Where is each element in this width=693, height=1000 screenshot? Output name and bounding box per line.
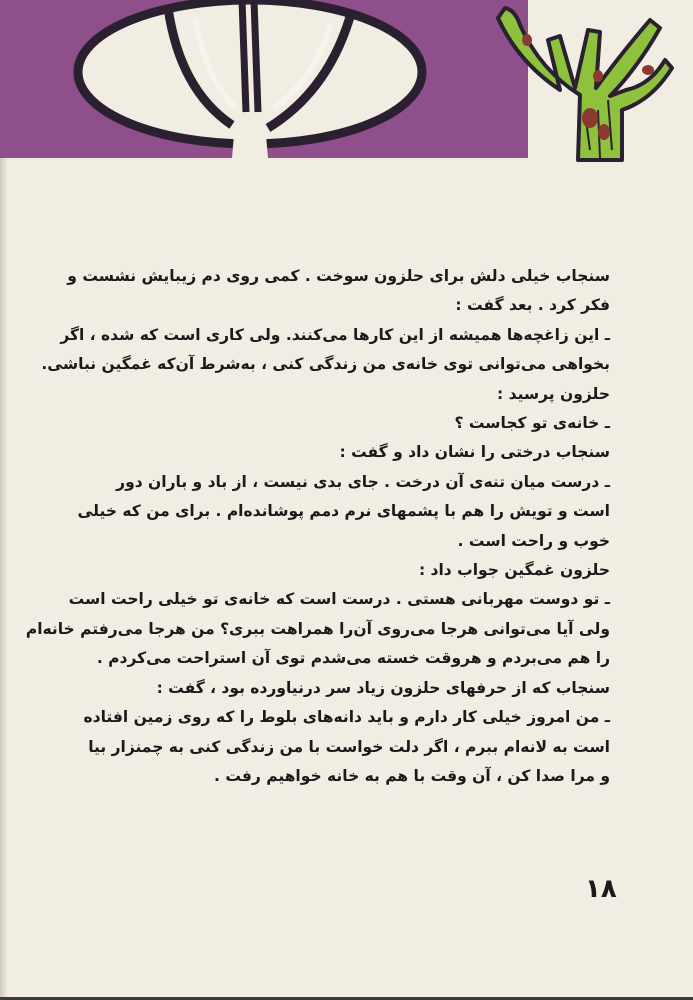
text-line: حلزون پرسید : (497, 384, 610, 403)
text-line: حلزون غمگین جواب داد : (418, 561, 610, 580)
header-illustration (0, 0, 693, 170)
text-line: فکر کرد . بعد گفت : (455, 296, 610, 315)
text-line: ـ تو دوست مهربانی هستی . درست است که خانه‌ی تو خیلی راحت است (68, 590, 610, 609)
text-line: ولی آیا می‌توانی هرجا می‌روی آن‌را همراهت ببری؟ من هرجا می‌رفتم خانه‌ام (25, 619, 610, 638)
oval-trunk (232, 112, 268, 158)
text-line: بخواهی می‌توانی توی خانه‌ی من زندگی کنی ، به‌شرط آن‌که غمگین نباشی. (41, 355, 610, 374)
text-line: ـ درست میان تنه‌ی آن درخت . جای بدی نیست ، از باد و باران دور (116, 472, 610, 491)
text-line: ـ خانه‌ی تو کجاست ؟ (454, 414, 610, 433)
text-line: ـ من امروز خیلی کار دارم و باید دانه‌های بلوط را که روی زمین افتاده (83, 708, 610, 727)
text-line: سنجاب درختی را نشان داد و گفت : (339, 443, 610, 462)
text-line: است به لانه‌ام ببرم ، اگر دلت خواست با من زندگی کنی به چمنزار بیا (88, 737, 610, 756)
page-number: ۱۸ (585, 874, 617, 904)
text-line: سنجاب خیلی دلش برای حلزون سوخت . کمی روی دم زیبایش نشست و (67, 267, 610, 285)
text-line: خوب و راحت است . (457, 531, 610, 550)
text-line: و مرا صدا کن ، آن وقت با هم به خانه خواهیم رفت . (214, 766, 610, 785)
story-text (25, 262, 610, 791)
text-line: ـ این زاغچه‌ها همیشه از این کارها می‌کنند. ولی کاری است که شده ، اگر (60, 325, 610, 344)
text-line: را هم می‌بردم و هروقت خسته می‌شدم توی آن استراحت می‌کردم . (96, 649, 610, 668)
text-line: سنجاب که از حرفهای حلزون زیاد سر درنیاورده بود ، گفت : (156, 678, 610, 697)
text-line: است و تویش را هم با پشمهای نرم دمم پوشانده‌ام . برای من که خیلی (77, 502, 610, 521)
